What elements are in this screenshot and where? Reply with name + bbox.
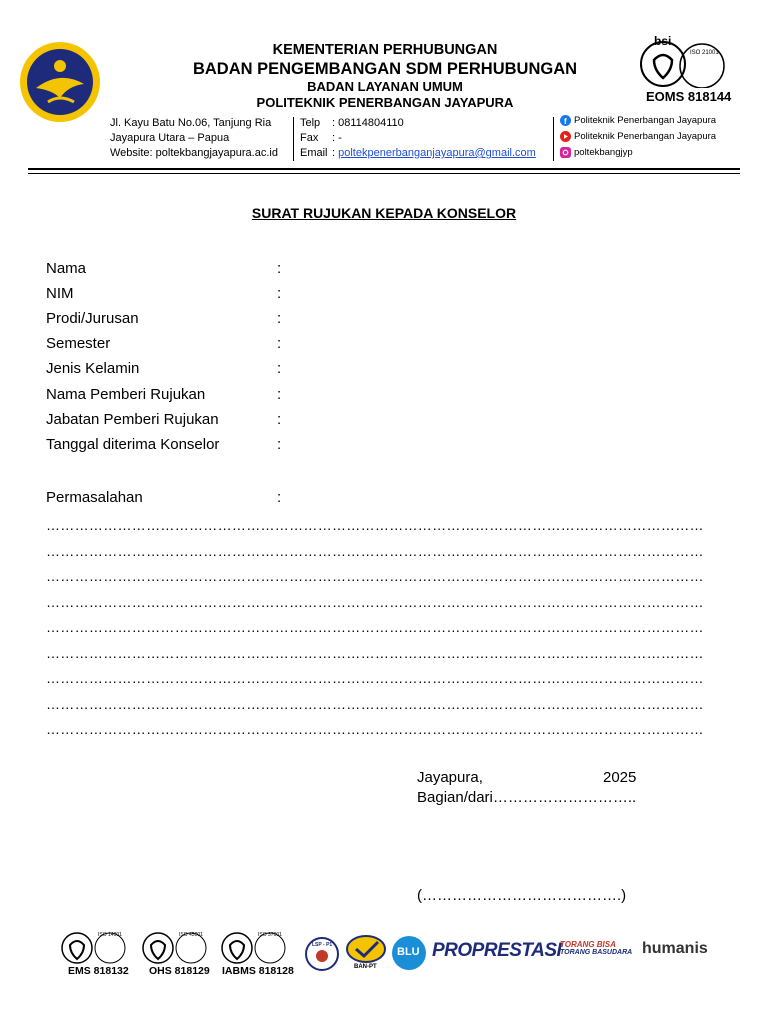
field-prodi-label: Prodi/Jurusan <box>46 310 139 327</box>
divider-2 <box>553 117 554 161</box>
field-gender-label: Jenis Kelamin <box>46 360 140 377</box>
problem-line-5: ………………………………………………………………………………………………………………………… <box>46 619 704 635</box>
field-semester-label: Semester <box>46 335 111 352</box>
proprestasi-logo <box>432 940 561 962</box>
bsi-label: bsi <box>654 34 672 48</box>
torang-label-2: TORANG BASUDARA <box>560 949 633 956</box>
humanis-logo <box>642 940 708 958</box>
ems-iso: ISO 14001 <box>98 932 122 938</box>
proprestasi-label: PROPRESTASI <box>432 940 562 961</box>
email-label: Email <box>300 147 328 159</box>
field-received-date-colon: : <box>277 436 282 453</box>
address-block <box>110 116 278 161</box>
youtube-label: Politeknik Penerbangan Jayapura <box>574 131 717 142</box>
ministry-name: KEMENTERIAN PERHUBUNGAN <box>272 42 498 58</box>
ems-label: EMS 818132 <box>68 965 129 977</box>
ohs-cert-logo <box>141 926 213 980</box>
field-received-date-label: Tanggal diterima Konselor <box>46 436 220 453</box>
facebook-label: Politeknik Penerbangan Jayapura <box>574 115 717 126</box>
agency-name: BADAN PENGEMBANGAN SDM PERHUBUNGAN <box>192 60 578 78</box>
blu-label: BLU <box>397 946 420 958</box>
iabms-iso: ISO 37001 <box>258 932 282 938</box>
telp-value: : 08114804110 <box>332 117 404 129</box>
problem-line-1: ………………………………………………………………………………………………………………………… <box>46 517 704 533</box>
problem-line-9: ………………………………………………………………………………………………………………………… <box>46 721 704 737</box>
contact-block <box>300 116 536 161</box>
field-nim-colon: : <box>277 285 282 302</box>
telp-label: Telp <box>300 117 321 129</box>
problem-line-2: ………………………………………………………………………………………………………………………… <box>46 543 704 559</box>
eoms-cert: EOMS 818144 <box>646 89 732 104</box>
svg-text:f: f <box>564 117 567 126</box>
field-nim-label: NIM <box>46 285 74 302</box>
website: Website: poltekbangjayapura.ac.id <box>110 147 278 159</box>
problem-line-7: ………………………………………………………………………………………………………………………… <box>46 670 704 686</box>
iabms-label: IABMS 818128 <box>222 965 294 977</box>
problem-line-6: ………………………………………………………………………………………………………………………… <box>46 645 704 661</box>
problem-colon: : <box>277 489 282 506</box>
field-gender-colon: : <box>277 360 282 377</box>
instagram-icon <box>560 147 571 158</box>
address-line1: Jl. Kayu Batu No.06, Tanjung Ria <box>110 117 272 129</box>
divider-1 <box>293 117 294 161</box>
facebook-row <box>560 115 716 126</box>
field-referrer-label: Nama Pemberi Rujukan <box>46 386 206 403</box>
ohs-label: OHS 818129 <box>149 965 210 977</box>
email-sep: : <box>332 147 339 159</box>
problem-line-8: ………………………………………………………………………………………………………………………… <box>46 696 704 712</box>
problem-line-3: ………………………………………………………………………………………………………………………… <box>46 568 704 584</box>
field-referrer-position-label: Jabatan Pemberi Rujukan <box>46 411 219 428</box>
ohs-iso: ISO 45001 <box>179 932 203 938</box>
header-rule-thin <box>28 173 740 174</box>
blu-logo <box>390 934 428 972</box>
department-label: Bagian/dari……………………….. <box>417 789 637 806</box>
fax-label: Fax <box>300 132 319 144</box>
bsi-cert-badge <box>640 36 740 106</box>
fax-value: : - <box>332 132 342 144</box>
address-line2: Jayapura Utara – Papua <box>110 132 230 144</box>
youtube-icon <box>560 131 571 142</box>
field-semester-colon: : <box>277 335 282 352</box>
iabms-cert-logo <box>220 926 300 980</box>
banpt-label: BAN-PT <box>354 964 377 970</box>
torang-label: TORANG BISA <box>560 940 616 949</box>
field-nama-label: Nama <box>46 260 87 277</box>
kemenhub-logo <box>18 40 102 124</box>
lsp-logo <box>302 936 342 972</box>
header-rule-thick <box>28 168 740 170</box>
instagram-row <box>560 147 633 158</box>
problem-line-4: ………………………………………………………………………………………………………………………… <box>46 594 704 610</box>
problem-label: Permasalahan <box>46 489 143 506</box>
field-referrer-colon: : <box>277 386 282 403</box>
place-label: Jayapura, <box>417 769 483 786</box>
humanis-label: humanis <box>642 940 708 957</box>
torang-bisa-logo <box>560 940 636 966</box>
field-nama-colon: : <box>277 260 282 277</box>
iso-label: ISO 21001 <box>690 50 719 56</box>
field-referrer-position-colon: : <box>277 411 282 428</box>
ems-cert-logo <box>60 926 132 980</box>
year-label: 2025 <box>603 769 637 786</box>
field-prodi-colon: : <box>277 310 282 327</box>
banpt-logo <box>344 934 388 974</box>
unit-name: BADAN LAYANAN UMUM <box>307 79 463 94</box>
lsp-label: LSP - P1 <box>312 942 333 948</box>
instagram-label: poltekbangjyp <box>574 147 633 158</box>
facebook-icon <box>560 115 571 126</box>
institution-name: POLITEKNIK PENERBANGAN JAYAPURA <box>256 95 514 110</box>
youtube-row <box>560 131 716 142</box>
document-title: SURAT RUJUKAN KEPADA KONSELOR <box>251 205 517 221</box>
email-link[interactable]: poltekpenerbanganjayapura@gmail.com <box>338 147 536 159</box>
signature-placeholder: (………………………………….) <box>417 887 627 904</box>
